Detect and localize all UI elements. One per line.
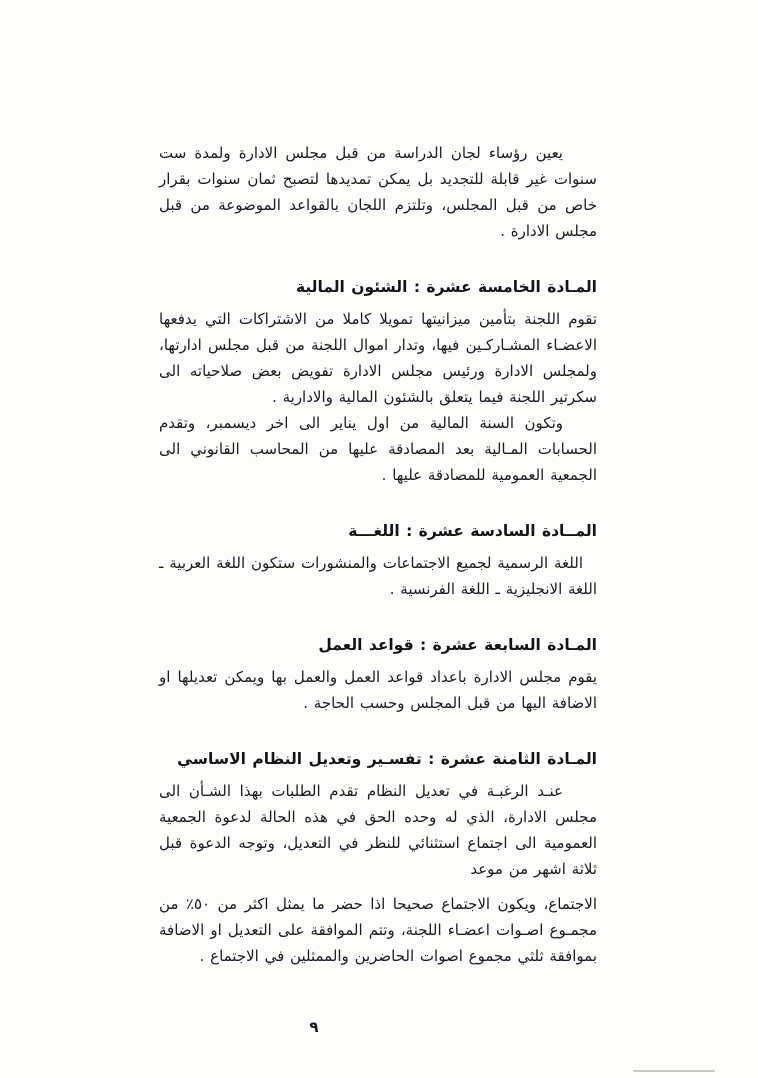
page-number: ٩ — [309, 1018, 319, 1036]
article-heading-17-work-rules: المـادة السابعة عشرة : قواعد العمل — [318, 636, 597, 654]
paragraph-committee-chairs: يعين رؤساء لجان الدراسة من قبل مجلس الادارة ولمدة ست سنوات غير قابلة للتجديد بل يمكن تمديدها لتصبح ثمان سنوات بقرار خاص من قبل المجلس، وتلتزم اللجان بالقواعد الموضوعة من قبل مجلس الادارة . — [159, 144, 597, 240]
page-content — [159, 140, 597, 969]
article-heading-16-language: المــادة السادسة عشرة : اللغـــة — [348, 522, 597, 540]
paragraph-amendment-request: عنـد الرغبـة في تعديل النظام تقدم الطلبات بهذا الشـأن الى مجلس الادارة، الذي له وحده الحق في هذه الحالة لدعوة الجمعية العمومية الى اجتماع استثنائي للنظر في التعديل، وتوجه الدعوة قبل ثلاثة اشهر من موعد — [159, 782, 597, 878]
scan-artifact-line — [633, 1070, 715, 1072]
article-heading-15-financial-affairs: المـادة الخامسة عشرة : الشئون المالية — [295, 278, 597, 296]
paragraph-budget-funding: تقوم اللجنة بتأمين ميزانيتها تمويلا كاملا من الاشتراكات التي يدفعها الاعضـاء المشـاركـين فيها، وتدار اموال اللجنة من قبل مجلس ادارتها، ولمجلس الادارة ورئيس مجلس الادارة تفويض بعض صلاحياته الى سكرتير اللجنة فيما يتعلق بالشئون المالية والادارية . — [159, 310, 597, 406]
paragraph-meeting-quorum: الاجتماع، ويكون الاجتماع صحيحا اذا حضر ما يمثل اكثر من ٥٠٪ من مجمـوع اصـوات اعضـاء اللجنة، وتتم الموافقة على التعديل او الاضافة بموافقة ثلثي مجموع اصوات الحاضرين والممثلين في الاجتماع . — [159, 895, 597, 965]
article-heading-18-interpretation-amendment: المـادة الثامنة عشرة : تفسـير وتعديل النظام الاساسي — [177, 750, 597, 768]
paragraph-fiscal-year: وتكون السنة المالية من اول يناير الى اخر ديسمبر، وتقدم الحسابات المـالية بعد المصادقة عليها من المحاسب القانوني الى الجمعية العمومية للمصادقة عليها . — [159, 414, 597, 484]
paragraph-official-languages: اللغة الرسمية لجميع الاجتماعات والمنشورات ستكون اللغة العربية ـ اللغة الانجليزية ـ اللغة الفرنسية . — [159, 554, 597, 598]
paragraph-work-rules: يقوم مجلس الادارة باعداد قواعد العمل والعمل بها ويمكن تعديلها او الاضافة اليها من قبل المجلس وحسب الحاجة . — [159, 668, 597, 712]
